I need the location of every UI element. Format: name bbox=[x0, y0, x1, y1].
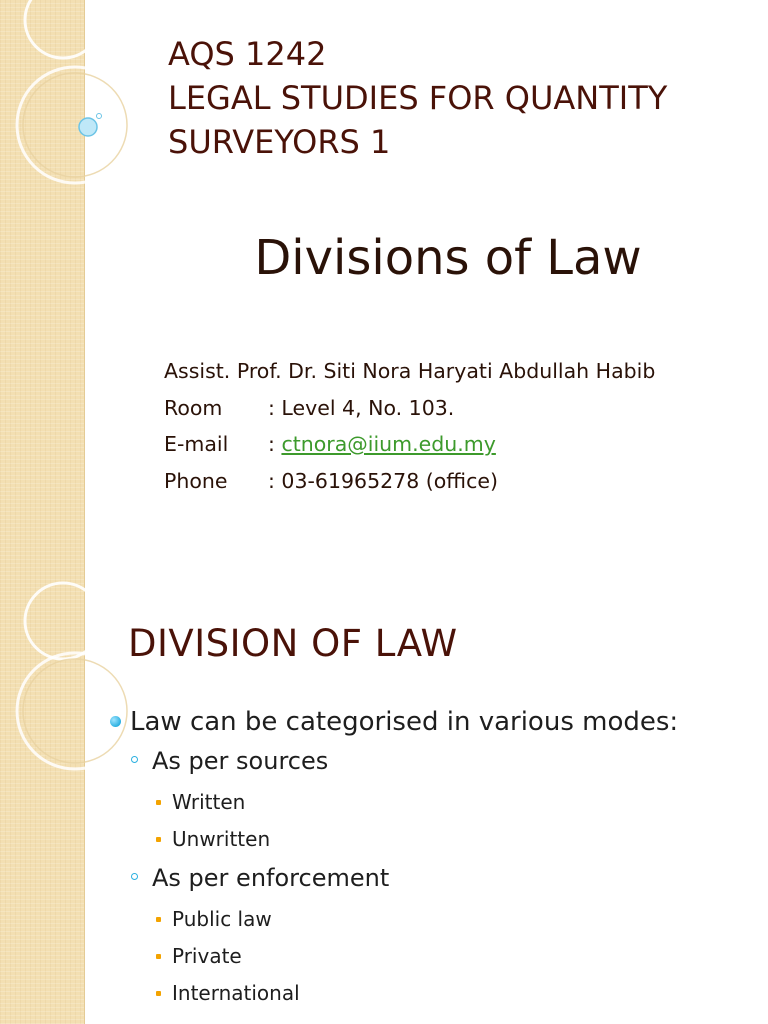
bullet-text: Law can be categorised in various modes: bbox=[130, 707, 679, 737]
phone-value: : 03-61965278 (office) bbox=[268, 468, 499, 493]
bullet-dot-icon bbox=[110, 716, 121, 727]
bullet-square-icon bbox=[156, 917, 161, 922]
room-value: : Level 4, No. 103. bbox=[268, 395, 455, 420]
sub-sub-bullet-text: Unwritten bbox=[172, 827, 271, 851]
list-item bbox=[110, 860, 678, 902]
email-link[interactable]: ctnora@iium.edu.my bbox=[281, 432, 496, 456]
section-title: DIVISION OF LAW bbox=[128, 622, 458, 665]
course-title bbox=[168, 32, 748, 164]
sub-sub-bullet-text: Private bbox=[172, 944, 242, 968]
sub-sub-bullet-text: Written bbox=[172, 790, 246, 814]
course-title-line1: LEGAL STUDIES FOR QUANTITY bbox=[168, 79, 668, 117]
main-title: Divisions of Law bbox=[254, 230, 642, 286]
phone-label: Phone bbox=[164, 468, 228, 493]
bullet-square-icon bbox=[156, 954, 161, 959]
course-title-line2: SURVEYORS 1 bbox=[168, 123, 391, 161]
instructor-info bbox=[164, 356, 655, 502]
list-item bbox=[110, 743, 678, 785]
sub-bullet-text: As per sources bbox=[152, 747, 329, 775]
bullet-square-icon bbox=[156, 837, 161, 842]
list-item bbox=[110, 785, 678, 822]
bullet-ring-icon bbox=[131, 873, 138, 880]
bullet-square-icon bbox=[156, 991, 161, 996]
list-item bbox=[110, 702, 678, 742]
sub-sub-bullet-text: Public law bbox=[172, 907, 272, 931]
email-row bbox=[164, 429, 655, 466]
bullet-square-icon bbox=[156, 800, 161, 805]
content-slide bbox=[0, 576, 768, 1024]
list-item bbox=[110, 976, 678, 1013]
room-row bbox=[164, 393, 655, 430]
course-code: AQS 1242 bbox=[168, 35, 327, 73]
phone-row bbox=[164, 466, 655, 503]
sub-bullet-text: As per enforcement bbox=[152, 864, 390, 892]
email-label: E-mail bbox=[164, 432, 229, 456]
list-item bbox=[110, 822, 678, 859]
circle-ornament-icon bbox=[0, 0, 140, 576]
sub-sub-bullet-text: International bbox=[172, 981, 300, 1005]
email-separator: : bbox=[268, 432, 282, 456]
bullet-list bbox=[110, 702, 678, 1013]
instructor-name: Assist. Prof. Dr. Siti Nora Haryati Abdullah Habib bbox=[164, 359, 656, 383]
list-item bbox=[110, 902, 678, 939]
room-label: Room bbox=[164, 395, 223, 420]
list-item bbox=[110, 939, 678, 976]
bullet-ring-icon bbox=[131, 756, 138, 763]
